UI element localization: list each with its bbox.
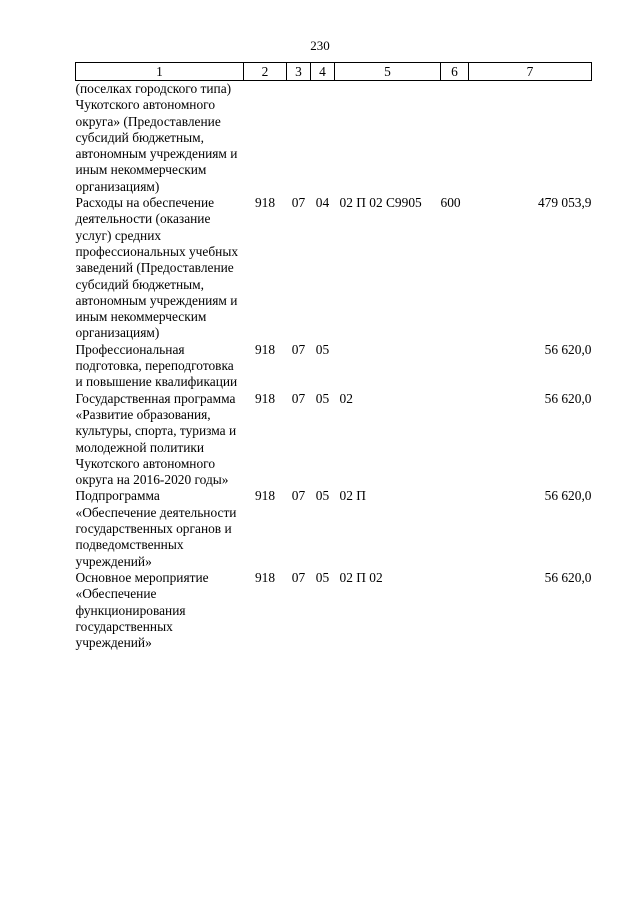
row-admin-code: 918 (254, 390, 276, 406)
row-expense-type: 600 (440, 195, 461, 211)
header-col-3: 3 (287, 63, 311, 81)
row-section: 07 (291, 341, 306, 357)
header-row (76, 63, 592, 81)
header-col-2: 2 (244, 63, 287, 81)
table-row (76, 391, 592, 489)
table-row (76, 342, 592, 391)
row-name: Подпрограмма «Обеспечение деятельности государственных органов и подведомственных учреждений» (75, 488, 237, 569)
row-section (287, 81, 311, 196)
row-admin-code (244, 81, 287, 196)
row-section: 07 (291, 488, 306, 504)
row-amount: 56 620,0 (544, 569, 592, 585)
row-name: (поселках городского типа) Чукотского автономного округа» (Предоставление субсидий бюджетным, автономным учреждениям и иным некоммерческим организациям) (75, 81, 238, 194)
table-row (76, 488, 592, 569)
row-expense-type (441, 342, 469, 391)
row-expense-type (441, 391, 469, 489)
row-section: 07 (291, 195, 306, 211)
row-amount: 56 620,0 (544, 341, 592, 357)
row-target-article: 02 (339, 390, 353, 406)
row-amount: 56 620,0 (544, 488, 592, 504)
row-subsection: 05 (315, 569, 330, 585)
header-col-1: 1 (76, 63, 244, 81)
budget-table (75, 62, 592, 651)
table-row (76, 195, 592, 342)
row-target-article (335, 342, 441, 391)
row-subsection: 05 (315, 488, 330, 504)
row-expense-type (441, 488, 469, 569)
row-name: Государственная программа «Развитие образования, культуры, спорта, туризма и молодежной политики Чукотского автономного округа на 2016-2020 годы» (75, 390, 237, 488)
row-target-article: 02 П 02 С9905 (339, 195, 422, 211)
header-col-7: 7 (469, 63, 592, 81)
row-expense-type (441, 570, 469, 651)
header-col-5: 5 (335, 63, 441, 81)
row-section: 07 (291, 569, 306, 585)
row-name: Расходы на обеспечение деятельности (оказание услуг) средних профессиональных учебных заведений (Предоставление субсидий бюджетным, автономным учреждениям и иным некоммерческим организациям) (75, 195, 239, 341)
row-subsection (311, 81, 335, 196)
row-target-article (335, 81, 441, 196)
page-number: 230 (310, 38, 330, 53)
row-name: Основное мероприятие «Обеспечение функционирования государственных учреждений» (75, 569, 209, 651)
row-amount: 479 053,9 (537, 195, 592, 211)
table-row (76, 81, 592, 196)
table-row (76, 570, 592, 651)
header-col-6: 6 (441, 63, 469, 81)
row-subsection: 04 (315, 195, 330, 211)
row-section: 07 (291, 390, 306, 406)
row-amount: 56 620,0 (544, 390, 592, 406)
row-admin-code: 918 (254, 341, 276, 357)
row-subsection: 05 (315, 390, 330, 406)
row-subsection: 05 (315, 341, 330, 357)
row-expense-type (441, 81, 469, 196)
row-amount (469, 81, 592, 196)
row-target-article: 02 П (339, 488, 366, 504)
row-name: Профессиональная подготовка, переподготовка и повышение квалификации (75, 341, 238, 390)
row-admin-code: 918 (254, 569, 276, 585)
row-target-article: 02 П 02 (339, 569, 383, 585)
header-col-4: 4 (311, 63, 335, 81)
row-admin-code: 918 (254, 488, 276, 504)
row-admin-code: 918 (254, 195, 276, 211)
